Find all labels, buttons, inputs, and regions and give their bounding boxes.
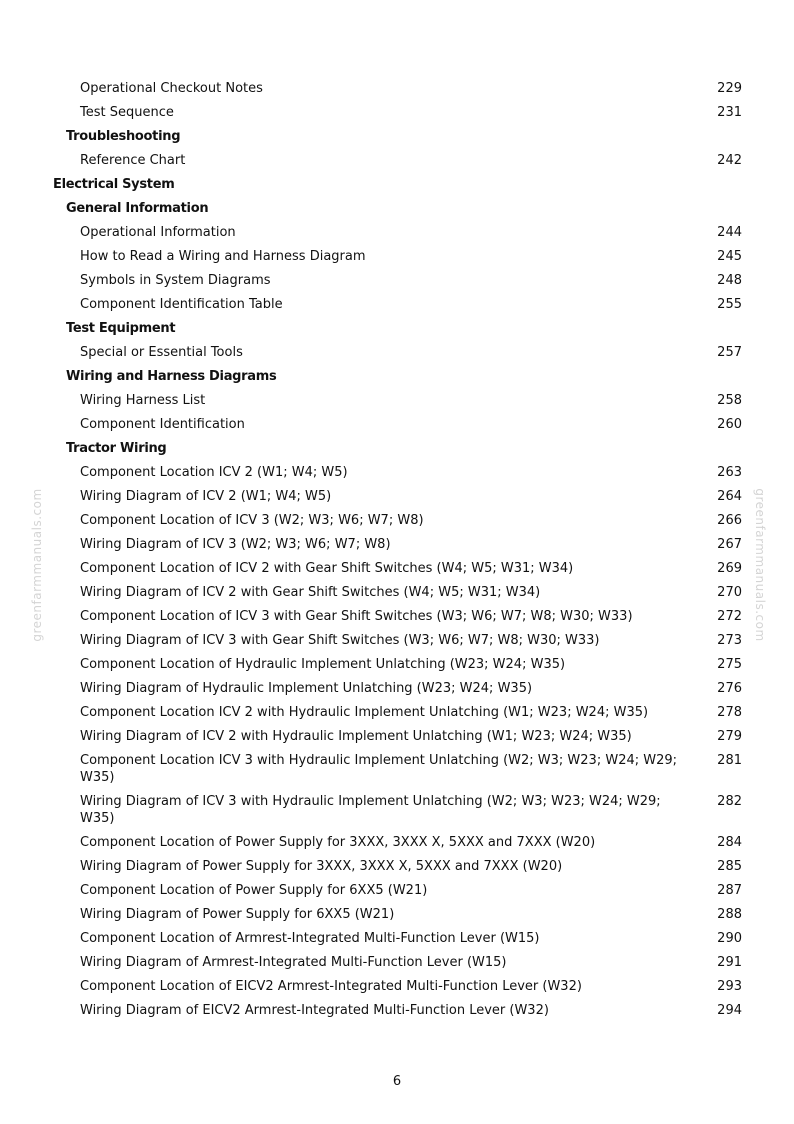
toc-entry[interactable] — [0, 700, 794, 724]
toc-entry[interactable] — [0, 902, 794, 926]
toc-entry-page: 278 — [717, 704, 742, 720]
toc-entry[interactable] — [0, 556, 794, 580]
toc-entry-page: 294 — [717, 1002, 742, 1018]
toc-entry-title: Component Location of ICV 2 with Gear Shift Switches (W4; W5; W31; W34) — [80, 560, 574, 576]
toc-entry-page: 282 — [717, 793, 742, 809]
toc-entry-title: Wiring Diagram of Power Supply for 6XX5 (W21) — [80, 906, 395, 922]
toc-entry-page: 284 — [717, 834, 742, 850]
table-of-contents — [0, 76, 794, 1022]
toc-entry-page: 273 — [717, 632, 742, 648]
toc-entry-title: Reference Chart — [80, 152, 186, 168]
toc-entry[interactable] — [0, 830, 794, 854]
toc-entry[interactable] — [0, 76, 794, 100]
toc-entry[interactable] — [0, 220, 794, 244]
toc-entry-page: 276 — [717, 680, 742, 696]
toc-entry-title: Electrical System — [53, 176, 175, 192]
toc-heading — [0, 196, 794, 220]
toc-entry-page: 264 — [717, 488, 742, 504]
toc-entry-title: Test Equipment — [66, 320, 176, 336]
toc-entry[interactable] — [0, 604, 794, 628]
toc-entry[interactable] — [0, 926, 794, 950]
toc-entry[interactable] — [0, 388, 794, 412]
toc-entry-title: Troubleshooting — [66, 128, 181, 144]
toc-entry-title: Wiring Diagram of ICV 3 (W2; W3; W6; W7; W8) — [80, 536, 391, 552]
toc-entry-page: 285 — [717, 858, 742, 874]
page-number: 6 — [392, 1074, 402, 1089]
toc-entry-page: 260 — [717, 416, 742, 432]
toc-entry-title: Operational Information — [80, 224, 236, 240]
toc-entry-title: Component Location ICV 2 with Hydraulic Implement Unlatching (W1; W23; W24; W35) — [80, 704, 649, 720]
toc-entry-title: Component Location of ICV 3 with Gear Shift Switches (W3; W6; W7; W8; W30; W33) — [80, 608, 633, 624]
toc-entry-page: 266 — [717, 512, 742, 528]
toc-entry-title: Wiring Diagram of ICV 3 with Hydraulic Implement Unlatching (W2; W3; W23; W24; W29; W35) — [80, 793, 661, 826]
toc-entry-page: 291 — [717, 954, 742, 970]
toc-entry-title: Wiring Diagram of Power Supply for 3XXX, 3XXX X, 5XXX and 7XXX (W20) — [80, 858, 563, 874]
toc-entry-page: 255 — [717, 296, 742, 312]
toc-entry-title: Component Location ICV 2 (W1; W4; W5) — [80, 464, 348, 480]
toc-entry-title: Special or Essential Tools — [80, 344, 243, 360]
toc-entry[interactable] — [0, 244, 794, 268]
toc-entry[interactable] — [0, 484, 794, 508]
toc-entry-page: 288 — [717, 906, 742, 922]
toc-entry-title: Wiring Diagram of ICV 3 with Gear Shift Switches (W3; W6; W7; W8; W30; W33) — [80, 632, 600, 648]
toc-entry[interactable] — [0, 412, 794, 436]
toc-entry-page: 290 — [717, 930, 742, 946]
toc-entry-title: Wiring Harness List — [80, 392, 206, 408]
toc-entry-page: 258 — [717, 392, 742, 408]
toc-entry-title: Component Location of Hydraulic Implement Unlatching (W23; W24; W35) — [80, 656, 566, 672]
toc-entry[interactable] — [0, 789, 794, 830]
toc-entry[interactable] — [0, 580, 794, 604]
toc-entry[interactable] — [0, 748, 794, 789]
toc-heading — [0, 172, 794, 196]
toc-entry[interactable] — [0, 652, 794, 676]
toc-entry-page: 257 — [717, 344, 742, 360]
toc-entry[interactable] — [0, 676, 794, 700]
toc-entry[interactable] — [0, 460, 794, 484]
toc-entry-page: 231 — [717, 104, 742, 120]
toc-entry-page: 229 — [717, 80, 742, 96]
toc-entry[interactable] — [0, 724, 794, 748]
toc-entry[interactable] — [0, 628, 794, 652]
toc-entry-title: Wiring Diagram of ICV 2 (W1; W4; W5) — [80, 488, 332, 504]
toc-entry[interactable] — [0, 854, 794, 878]
toc-entry-page: 270 — [717, 584, 742, 600]
toc-entry-title: Component Location ICV 3 with Hydraulic Implement Unlatching (W2; W3; W23; W24; W29; W35) — [80, 752, 678, 785]
toc-entry-title: Operational Checkout Notes — [80, 80, 263, 96]
toc-heading — [0, 124, 794, 148]
toc-entry-page: 267 — [717, 536, 742, 552]
toc-heading — [0, 316, 794, 340]
toc-entry-page: 263 — [717, 464, 742, 480]
toc-entry-title: How to Read a Wiring and Harness Diagram — [80, 248, 366, 264]
toc-entry[interactable] — [0, 292, 794, 316]
toc-entry-page: 248 — [717, 272, 742, 288]
toc-entry-title: Test Sequence — [80, 104, 174, 120]
toc-entry[interactable] — [0, 998, 794, 1022]
toc-entry-title: Component Location of EICV2 Armrest-Integrated Multi-Function Lever (W32) — [80, 978, 582, 994]
toc-entry[interactable] — [0, 950, 794, 974]
toc-entry-title: Component Location of Power Supply for 3XXX, 3XXX X, 5XXX and 7XXX (W20) — [80, 834, 596, 850]
toc-entry-page: 272 — [717, 608, 742, 624]
toc-entry[interactable] — [0, 148, 794, 172]
toc-entry[interactable] — [0, 340, 794, 364]
toc-entry-title: Wiring Diagram of Hydraulic Implement Unlatching (W23; W24; W35) — [80, 680, 533, 696]
toc-heading — [0, 364, 794, 388]
toc-entry-page: 293 — [717, 978, 742, 994]
toc-entry-title: Wiring Diagram of ICV 2 with Hydraulic Implement Unlatching (W1; W23; W24; W35) — [80, 728, 632, 744]
watermark-left-text: greenfarmmanuals.com — [30, 488, 44, 642]
toc-entry[interactable] — [0, 268, 794, 292]
toc-entry-title: Component Location of Power Supply for 6XX5 (W21) — [80, 882, 428, 898]
toc-entry-title: Tractor Wiring — [66, 440, 167, 456]
toc-entry-page: 269 — [717, 560, 742, 576]
toc-entry-title: Component Identification Table — [80, 296, 283, 312]
toc-entry-page: 245 — [717, 248, 742, 264]
toc-entry[interactable] — [0, 100, 794, 124]
toc-entry-title: Symbols in System Diagrams — [80, 272, 271, 288]
watermark-right-text: greenfarmmanuals.com — [753, 488, 767, 642]
toc-entry-title: Wiring and Harness Diagrams — [66, 368, 277, 384]
toc-entry-page: 242 — [717, 152, 742, 168]
toc-entry-title: Component Location of Armrest-Integrated Multi-Function Lever (W15) — [80, 930, 540, 946]
toc-entry[interactable] — [0, 878, 794, 902]
toc-entry-title: Wiring Diagram of Armrest-Integrated Multi-Function Lever (W15) — [80, 954, 507, 970]
toc-entry[interactable] — [0, 974, 794, 998]
toc-entry-page: 275 — [717, 656, 742, 672]
toc-entry-title: Component Identification — [80, 416, 245, 432]
toc-entry[interactable] — [0, 508, 794, 532]
toc-entry-page: 287 — [717, 882, 742, 898]
toc-entry[interactable] — [0, 532, 794, 556]
toc-entry-title: Component Location of ICV 3 (W2; W3; W6; W7; W8) — [80, 512, 424, 528]
toc-heading — [0, 436, 794, 460]
toc-entry-title: General Information — [66, 200, 209, 216]
toc-entry-title: Wiring Diagram of EICV2 Armrest-Integrated Multi-Function Lever (W32) — [80, 1002, 549, 1018]
toc-entry-title: Wiring Diagram of ICV 2 with Gear Shift Switches (W4; W5; W31; W34) — [80, 584, 541, 600]
toc-entry-page: 279 — [717, 728, 742, 744]
toc-entry-page: 281 — [717, 752, 742, 768]
toc-entry-page: 244 — [717, 224, 742, 240]
